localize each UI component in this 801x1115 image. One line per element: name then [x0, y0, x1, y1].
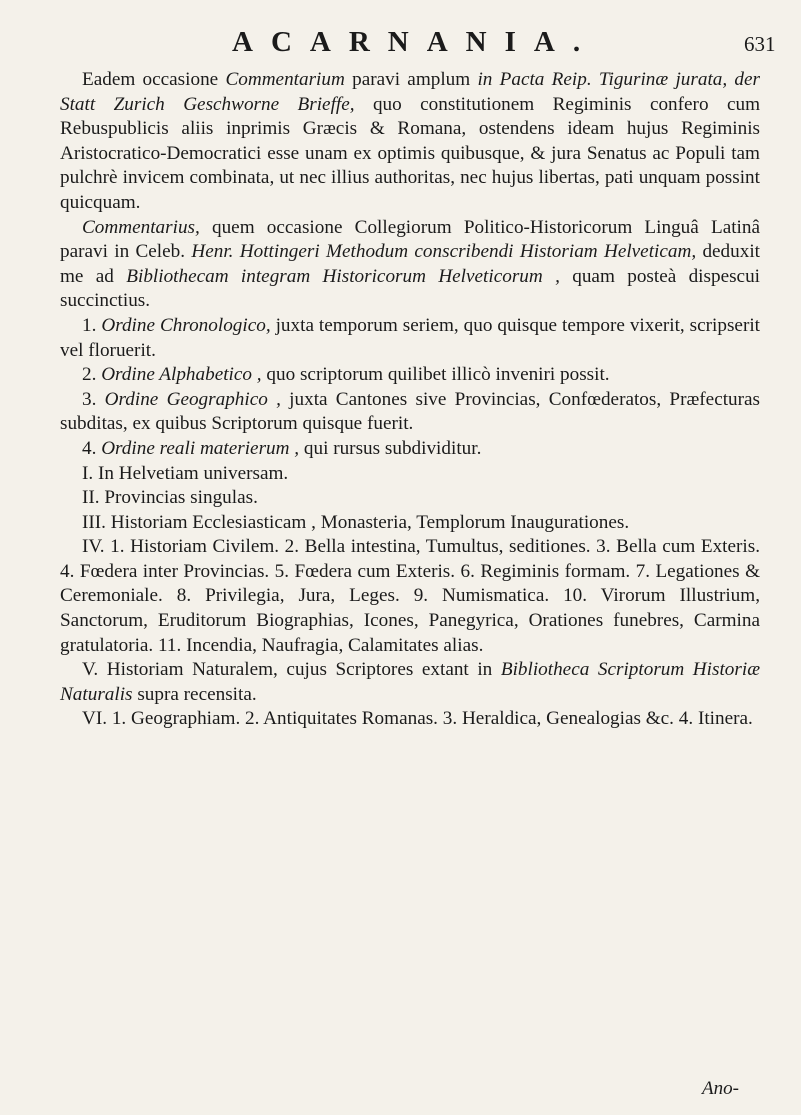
- text-run: quo scriptorum quilibet illicò inveniri possit.: [261, 364, 610, 386]
- running-title: ACARNANIA.: [232, 26, 599, 58]
- italic-run: Ordine Alphabetico ,: [101, 364, 262, 386]
- sublist-item: [60, 486, 760, 511]
- italic-run: Bibliothecam integram Historicorum Helveticorum ,: [126, 265, 560, 287]
- text-run: III. Historiam Ecclesiasticam , Monasteria, Templorum Inaugurationes.: [82, 511, 630, 533]
- text-body: [60, 68, 760, 732]
- sublist-item: [60, 511, 760, 536]
- text-run: qui rursus subdividitur.: [299, 437, 482, 459]
- page-header: [0, 20, 801, 64]
- text-run: 4.: [82, 437, 102, 459]
- page-number: 631: [744, 32, 776, 56]
- sublist-item: [60, 462, 760, 487]
- italic-run: Bibliotheca Scriptorum Historiæ Naturalis: [60, 659, 760, 705]
- paragraph: [60, 216, 760, 314]
- list-item: [60, 363, 760, 388]
- text-run: supra recensita.: [132, 683, 257, 705]
- sublist-item: [60, 707, 760, 732]
- text-run: juxta temporum seriem, quo quisque tempore vixerit, scripserit vel floruerit.: [60, 314, 760, 361]
- italic-run: Commentarius,: [82, 216, 200, 238]
- italic-run: Ordine Chronologico,: [101, 314, 271, 336]
- italic-run: Ordine reali materierum ,: [101, 437, 300, 459]
- text-run: I. In Helvetiam universam.: [82, 462, 289, 484]
- italic-run: Henr. Hottingeri Methodum conscribendi Historiam Helveticam,: [191, 241, 697, 263]
- italic-run: Commentarium: [225, 69, 345, 90]
- catchword: Ano-: [702, 1078, 739, 1099]
- italic-run: in Pacta Reip. Tigurinæ jurata, der Statt Zurich Geschworne Brieffe,: [60, 69, 760, 115]
- sublist-item: [60, 658, 760, 707]
- text-run: quam posteà dispescui succinctius.: [60, 265, 760, 312]
- text-run: paravi amplum: [344, 69, 478, 90]
- text-run: quo constitutionem Regiminis confero cum Rebuspublicis aliis inprimis Græcis & Romana, ostendens ideam hujus Regiminis Aristocratico-Democratici esse unam ex optimis quibusque, & jura Senatus ac Populi tam pulchrè invicem combinata, ut nec illius authoritas, nec hujus libertas, pati unquam possint quicquam.: [60, 93, 760, 213]
- list-item: [60, 388, 760, 437]
- text-run: quem occasione Collegiorum Politico-Historicorum Linguâ Latinâ paravi in Celeb.: [60, 216, 760, 263]
- text-run: 1.: [82, 314, 102, 336]
- sublist-item: [60, 535, 760, 658]
- text-run: II. Provincias singulas.: [82, 487, 258, 509]
- list-item: [60, 314, 760, 363]
- text-run: VI. 1. Geographiam. 2. Antiquitates Romanas. 3. Heraldica, Genealogias &c. 4. Itinera.: [82, 708, 753, 730]
- text-run: deduxit me ad: [60, 241, 761, 287]
- italic-run: Ordine Geographico ,: [104, 388, 281, 410]
- text-run: V. Historiam Naturalem, cujus Scriptores extant in: [82, 659, 501, 681]
- text-run: 3.: [82, 388, 105, 410]
- text-run: 2.: [82, 364, 102, 386]
- text-run: juxta Cantones sive Provincias, Confœderatos, Præfecturas subditas, ex quibus Scriptorum quisque fuerit.: [60, 388, 761, 435]
- list-item: [60, 437, 760, 462]
- text-run: Eadem occasione: [82, 69, 226, 90]
- paragraph: [60, 68, 760, 216]
- text-run: IV. 1. Historiam Civilem. 2. Bella intestina, Tumultus, seditiones. 3. Bella cum Exteris. 4. Fœdera inter Provincias. 5. Fœdera cum Exteris. 6. Regiminis formam. 7. Legationes & Ceremoniale. 8. Privilegia, Jura, Leges. 9. Numismatica. 10. Virorum Illustrium, Sanctorum, Eruditorum Biographias, Icones, Panegyrica, Orationes funebres, Carmina gratulatoria. 11. Incendia, Naufragia, Calamitates alias.: [60, 536, 760, 656]
